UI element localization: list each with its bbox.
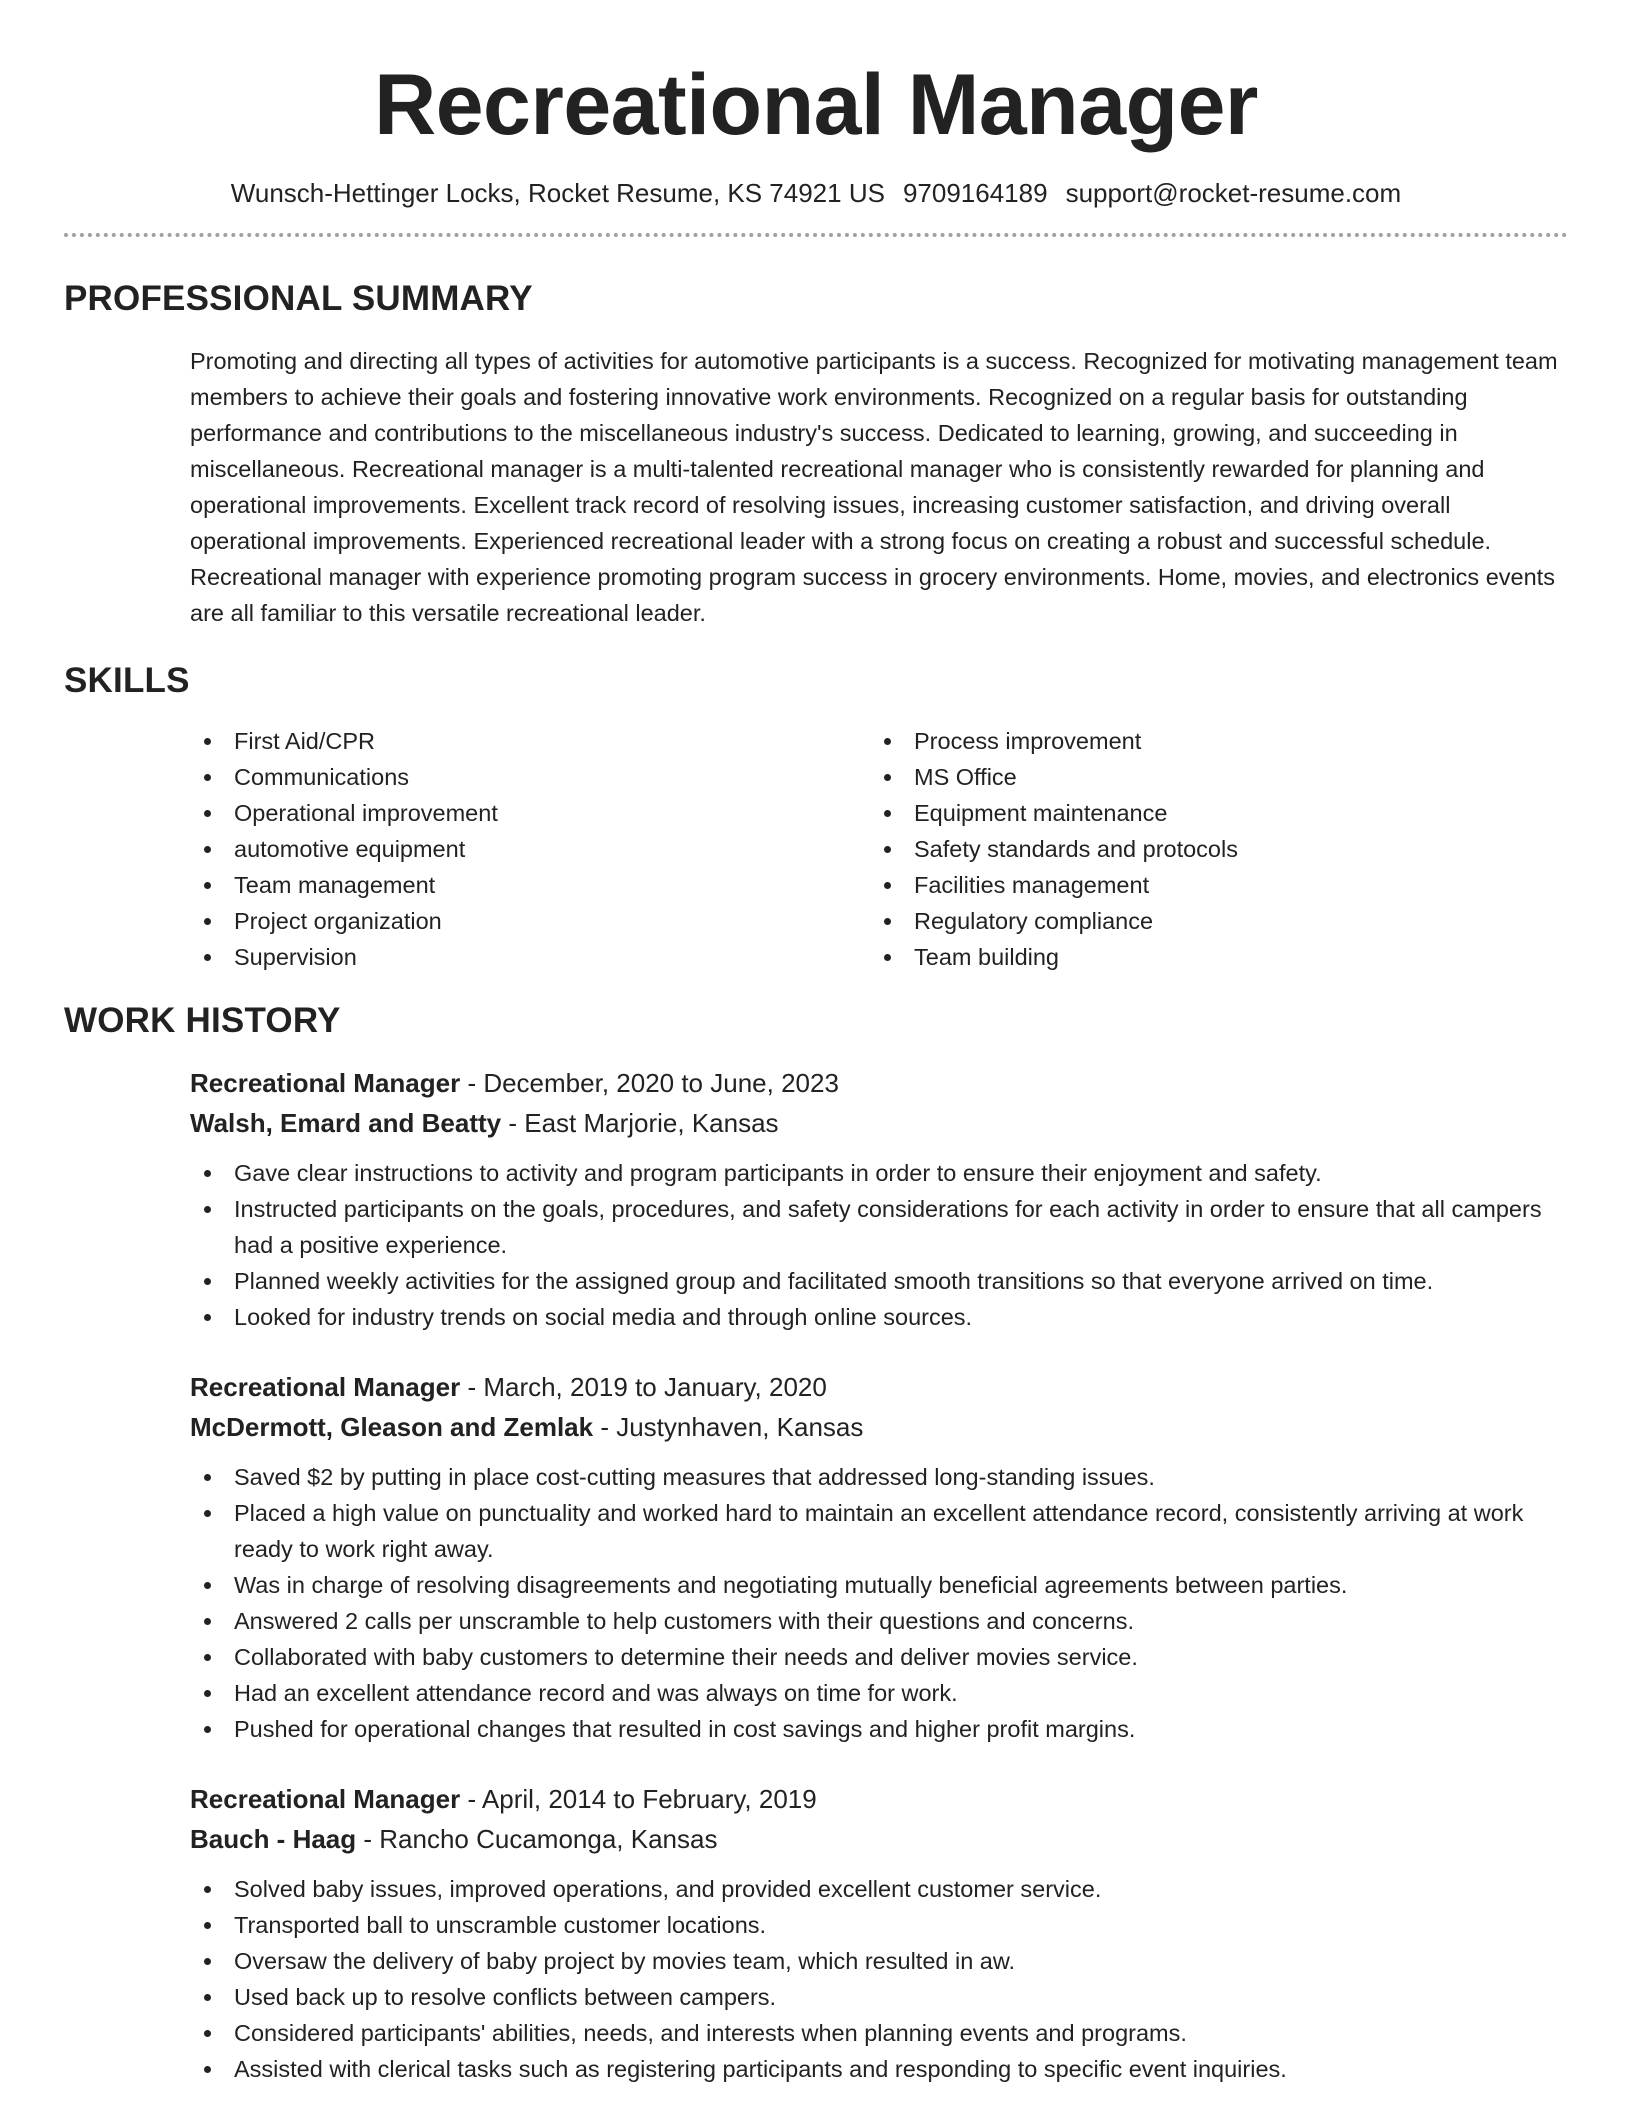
job-bullets	[190, 1155, 1568, 1335]
contact-email: support@rocket-resume.com	[1065, 178, 1402, 208]
job-bullet: Placed a high value on punctuality and worked hard to maintain an excellent attendance record, consistently arriving at work ready to work right away.	[190, 1495, 1568, 1567]
job-bullet: Was in charge of resolving disagreements and negotiating mutually beneficial agreements between parties.	[190, 1567, 1568, 1603]
job-bullet: Pushed for operational changes that resulted in cost savings and higher profit margins.	[190, 1711, 1568, 1747]
skill-item: Safety standards and protocols	[870, 831, 1550, 867]
skill-item: MS Office	[870, 759, 1550, 795]
job-bullet: Planned weekly activities for the assigned group and facilitated smooth transitions so that everyone arrived on time.	[190, 1263, 1568, 1299]
job-company: Bauch - Haag	[190, 1824, 357, 1854]
job-dates: - March, 2019 to January, 2020	[460, 1372, 827, 1402]
skill-item: Facilities management	[870, 867, 1550, 903]
job-bullet: Gave clear instructions to activity and program participants in order to ensure their enjoyment and safety.	[190, 1155, 1568, 1191]
job-bullet: Collaborated with baby customers to determine their needs and deliver movies service.	[190, 1639, 1568, 1675]
job-location: - Justynhaven, Kansas	[593, 1412, 864, 1442]
skill-item: automotive equipment	[190, 831, 870, 867]
resume-name: Recreational Manager	[374, 57, 1258, 153]
job-bullet: Considered participants' abilities, needs, and interests when planning events and programs.	[190, 2015, 1568, 2051]
job-company-line	[190, 1103, 1568, 1143]
job-bullet: Saved $2 by putting in place cost-cutting measures that addressed long-standing issues.	[190, 1459, 1568, 1495]
job-entry	[190, 1367, 1568, 1747]
contact-address: Wunsch-Hettinger Locks, Rocket Resume, KS 74921 US	[230, 178, 885, 208]
skills-left-column	[190, 723, 870, 975]
job-bullet: Transported ball to unscramble customer locations.	[190, 1907, 1568, 1943]
job-company: Walsh, Emard and Beatty	[190, 1108, 502, 1138]
job-bullet: Assisted with clerical tasks such as registering participants and responding to specific event inquiries.	[190, 2051, 1568, 2087]
job-title-line	[190, 1367, 1568, 1407]
skill-item: Operational improvement	[190, 795, 870, 831]
job-bullet: Used back up to resolve conflicts between campers.	[190, 1979, 1568, 2015]
contact-line	[64, 178, 1568, 209]
skill-item: Communications	[190, 759, 870, 795]
skill-item: First Aid/CPR	[190, 723, 870, 759]
job-entry	[190, 1779, 1568, 2087]
skill-item: Process improvement	[870, 723, 1550, 759]
job-dates: - April, 2014 to February, 2019	[460, 1784, 817, 1814]
job-bullets	[190, 1871, 1568, 2087]
skills-heading: SKILLS	[64, 661, 190, 700]
job-bullet: Had an excellent attendance record and was always on time for work.	[190, 1675, 1568, 1711]
job-bullet: Answered 2 calls per unscramble to help customers with their questions and concerns.	[190, 1603, 1568, 1639]
summary-text: Promoting and directing all types of activities for automotive participants is a success. Recognized for motivating management team members to achieve their goals and fostering innovative work environments. Recognized on a regular basis for outstanding performance and contributions to the miscellaneous industry's success. Dedicated to learning, growing, and succeeding in miscellaneous. Recreational manager is a multi-talented recreational manager who is consistently rewarded for planning and operational improvements. Excellent track record of resolving issues, increasing customer satisfaction, and driving overall operational improvements. Experienced recreational leader with a strong focus on creating a robust and successful schedule. Recreational manager with experience promoting program success in grocery environments. Home, movies, and electronics events are all familiar to this versatile recreational leader.	[190, 348, 1558, 626]
skills-section	[64, 661, 1568, 975]
job-location: - Rancho Cucamonga, Kansas	[356, 1824, 718, 1854]
job-bullet: Instructed participants on the goals, procedures, and safety considerations for each activity in order to ensure that all campers had a positive experience.	[190, 1191, 1568, 1263]
job-dates: - December, 2020 to June, 2023	[460, 1068, 839, 1098]
job-bullets	[190, 1459, 1568, 1747]
job-location: - East Marjorie, Kansas	[501, 1108, 779, 1138]
job-bullet: Looked for industry trends on social media and through online sources.	[190, 1299, 1568, 1335]
skills-columns	[190, 723, 1568, 975]
work-history-heading: WORK HISTORY	[64, 1001, 341, 1040]
header-divider	[64, 233, 1568, 237]
job-company-line	[190, 1819, 1568, 1859]
summary-section	[64, 279, 1568, 631]
job-title-line	[190, 1779, 1568, 1819]
work-history-section	[64, 1001, 1568, 2087]
summary-heading: PROFESSIONAL SUMMARY	[64, 279, 533, 318]
job-title-line	[190, 1063, 1568, 1103]
job-entry	[190, 1063, 1568, 1335]
job-bullet: Solved baby issues, improved operations, and provided excellent customer service.	[190, 1871, 1568, 1907]
skills-right-column	[870, 723, 1550, 975]
job-title: Recreational Manager	[190, 1372, 461, 1402]
skill-item: Team management	[190, 867, 870, 903]
contact-phone: 9709164189	[902, 178, 1048, 208]
job-list	[64, 1063, 1568, 2087]
job-bullet: Oversaw the delivery of baby project by movies team, which resulted in aw.	[190, 1943, 1568, 1979]
skill-item: Supervision	[190, 939, 870, 975]
job-company-line	[190, 1407, 1568, 1447]
skill-item: Project organization	[190, 903, 870, 939]
skill-item: Equipment maintenance	[870, 795, 1550, 831]
job-title: Recreational Manager	[190, 1784, 461, 1814]
skill-item: Regulatory compliance	[870, 903, 1550, 939]
job-title: Recreational Manager	[190, 1068, 461, 1098]
skill-item: Team building	[870, 939, 1550, 975]
job-company: McDermott, Gleason and Zemlak	[190, 1412, 594, 1442]
